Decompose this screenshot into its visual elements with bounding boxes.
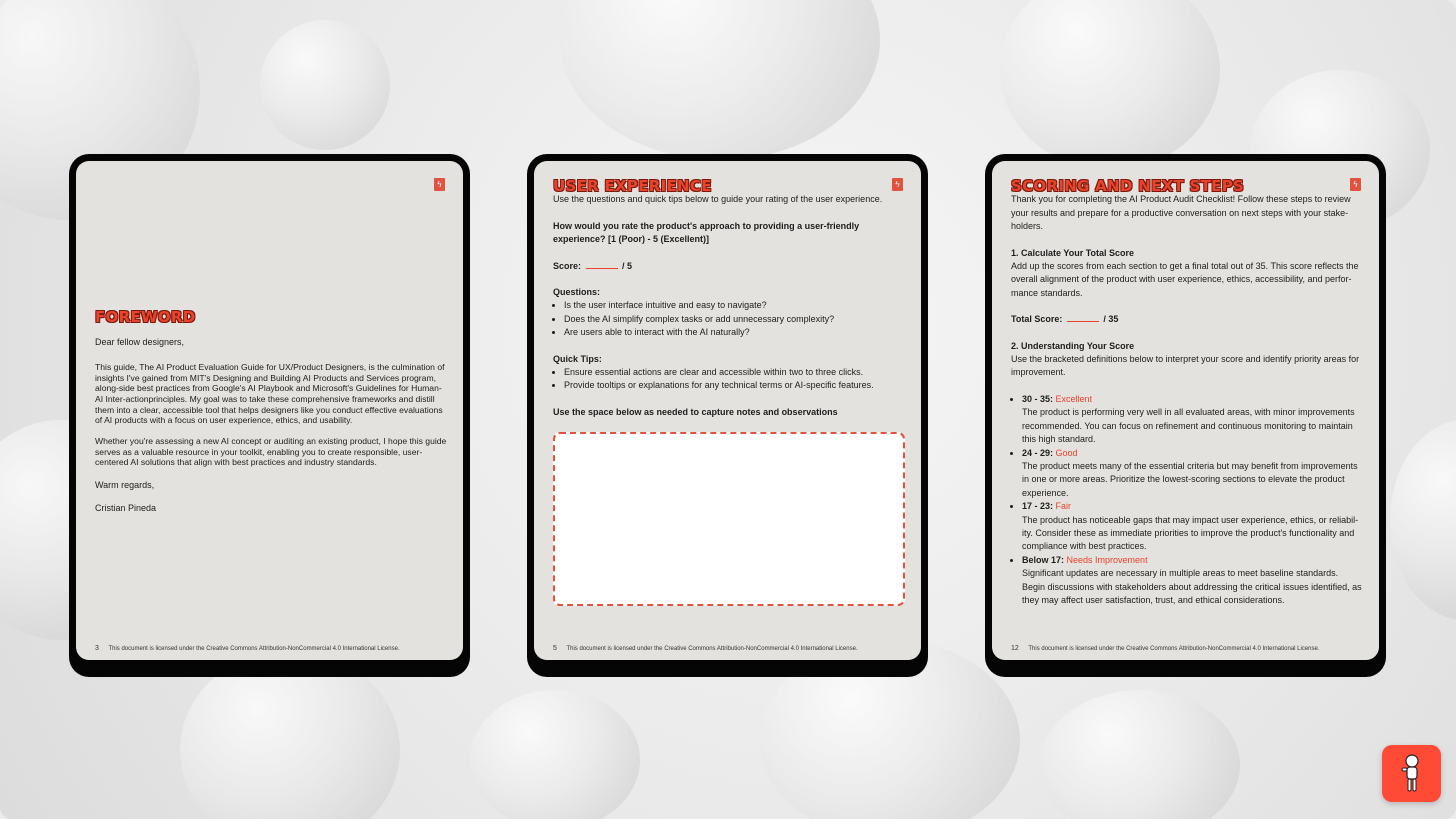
rating-question: How would you rate the product's approach to providing a user-friendly experience? [1 (Poor) - 5 (Excellent)]: [553, 220, 860, 245]
bookmark-icon: ϟ: [1350, 178, 1361, 191]
page-number: 3: [95, 645, 99, 652]
bookmark-icon: ϟ: [892, 178, 903, 191]
intro-text: Thank you for completing the AI Product Audit Checklist! Follow these steps to review your results and prepare for a productive conversation on next steps with your stake-holders.: [1011, 194, 1351, 232]
total-score-label: Total Score:: [1011, 314, 1063, 325]
background-sphere: [1000, 0, 1220, 170]
astronaut-icon: [1399, 754, 1425, 802]
tablet-foreword: [69, 154, 470, 677]
page-title: SCORING AND NEXT STEPS: [1011, 177, 1245, 195]
score-range-item: [1022, 500, 1363, 554]
footer: [1011, 645, 1320, 652]
score-max: / 5: [622, 260, 633, 271]
list-item: • Are users able to interact with the AI naturally?: [564, 326, 905, 339]
range-label: 24 - 29:: [1022, 447, 1054, 458]
score-range-item: [1022, 554, 1363, 608]
signature: Cristian Pineda: [95, 502, 157, 513]
page-foreword: [76, 161, 463, 660]
rating-label: Fair: [1055, 501, 1072, 512]
astronaut-app-button[interactable]: [1382, 745, 1441, 802]
greeting: Dear fellow designers,: [95, 337, 185, 348]
notes-area[interactable]: [553, 432, 905, 606]
range-description: The product meets many of the essential criteria but may benefit from improvements in one or more areas. Prioritize the lowest-scoring sections to elevate the product experience.: [1022, 460, 1358, 498]
rating-label: Good: [1055, 447, 1078, 458]
score-ranges-list: [1011, 393, 1363, 608]
bookmark-icon: ϟ: [434, 178, 445, 191]
step2-text: Use the bracketed definitions below to interpret your score and identify priority areas for improvement.: [1011, 354, 1360, 378]
range-description: The product has noticeable gaps that may impact user experience, ethics, or reliabil-ity. Consider these as immediate priorities to improve the product's functionality and compliance with best practices.: [1022, 514, 1359, 552]
closing: Warm regards,: [95, 480, 155, 491]
notes-heading: Use the space below as needed to capture notes and observations: [553, 406, 838, 417]
page-number: 5: [553, 645, 557, 652]
score-range-item: [1022, 393, 1363, 447]
step2-heading: 2. Understanding Your Score: [1011, 340, 1135, 351]
paragraph: This guide, The AI Product Evaluation Guide for UX/Product Designers, is the culmination of insights I've gained from MIT's Designing and Building AI Products and Services program, along-side best practices from Google's AI Playbook and Microsoft's Guidelines for Human-AI Inter-actionprinciples. My goal was to take these comprehensive frameworks and distill them into a clear, accessible tool that helps designers like you conduct effective evaluations of AI products with a focus on user experience, ethics, and usability.: [95, 361, 445, 426]
page-scoring: [992, 161, 1379, 660]
questions-list: [553, 299, 905, 339]
page-number: 12: [1011, 645, 1019, 652]
tablet-user-experience: [527, 154, 928, 677]
rating-label: Needs Improvement: [1066, 554, 1148, 565]
range-description: The product is performing very well in all evaluated areas, with minor improvements recommended. You can focus on refinement and continuous monitoring to maintain this high standard.: [1022, 407, 1355, 445]
tablet-scoring: [985, 154, 1386, 677]
list-item: • Does the AI simplify complex tasks or add unnecessary complexity?: [564, 313, 905, 326]
background-sphere: [1040, 690, 1240, 819]
step1-heading: 1. Calculate Your Total Score: [1011, 247, 1135, 258]
score-label: Score:: [553, 260, 582, 271]
page-title: USER EXPERIENCE: [553, 177, 712, 195]
page-user-experience: [534, 161, 921, 660]
score-blank[interactable]: [586, 260, 618, 269]
range-description: Significant updates are necessary in multiple areas to meet baseline standards. Begin discussions with stakeholders about addressing the critical issues identified, as they may affect user satisfaction, trust, and ethical considerations.: [1022, 568, 1362, 605]
list-item: • Is the user interface intuitive and easy to navigate?: [564, 299, 905, 312]
background-sphere: [1390, 420, 1456, 620]
range-label: 17 - 23:: [1022, 501, 1054, 512]
paragraph: Whether you're assessing a new AI concept or auditing an existing product, I hope this guide serves as a valuable resource in your toolkit, enabling you to create responsible, user-centered AI solutions that align with best practices and industry standards.: [95, 436, 447, 468]
intro-text: Use the questions and quick tips below to guide your rating of the user experience.: [553, 194, 883, 205]
license-text: This document is licensed under the Creative Commons Attribution-NonCommercial 4.0 International License.: [566, 646, 858, 652]
license-text: This document is licensed under the Creative Commons Attribution-NonCommercial 4.0 International License.: [108, 646, 400, 652]
questions-heading: Questions:: [553, 287, 601, 298]
list-item: • Provide tooltips or explanations for any technical terms or AI-specific features.: [564, 379, 905, 392]
score-range-item: [1022, 447, 1363, 501]
total-score-blank[interactable]: [1067, 313, 1099, 322]
range-label: Below 17:: [1022, 554, 1065, 565]
footer: [95, 645, 400, 652]
score-line: [553, 260, 905, 273]
background-sphere: [560, 0, 880, 160]
background-sphere: [260, 20, 390, 150]
tips-list: [553, 366, 905, 393]
background-sphere: [470, 690, 640, 819]
total-score-line: [1011, 313, 1363, 326]
range-label: 30 - 35:: [1022, 393, 1054, 404]
tips-heading: Quick Tips:: [553, 353, 602, 364]
total-score-max: / 35: [1103, 314, 1119, 325]
rating-label: Excellent: [1055, 393, 1093, 404]
list-item: • Ensure essential actions are clear and accessible within two to three clicks.: [564, 366, 905, 379]
page-title: FOREWORD: [95, 308, 196, 326]
step1-text: Add up the scores from each section to get a final total out of 35. This score reflects the overall alignment of the product with user experience, ethics, accessibility, and perfor-mance standards.: [1011, 261, 1359, 298]
license-text: This document is licensed under the Creative Commons Attribution-NonCommercial 4.0 International License.: [1028, 646, 1320, 652]
footer: [553, 645, 858, 652]
